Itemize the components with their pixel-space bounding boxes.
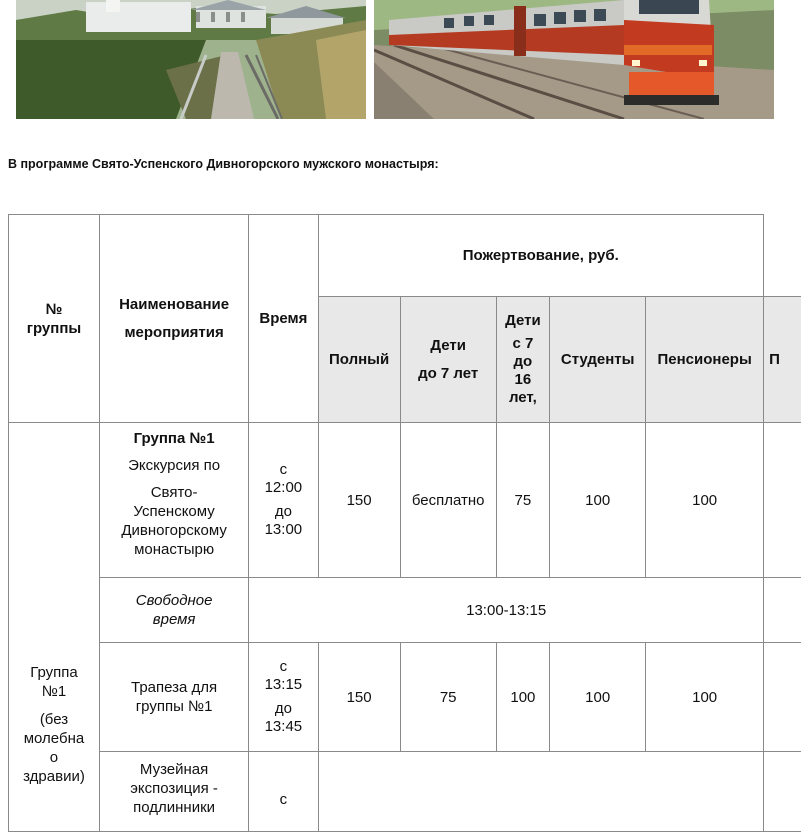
- event-excursion-line-5: монастырю: [105, 540, 243, 559]
- event-excursion-line-3: Успенскому: [105, 502, 243, 521]
- time-meal: [249, 643, 318, 752]
- header-pensioners: Пенсионеры: [646, 297, 764, 423]
- header-event-name: [99, 215, 248, 423]
- price-students-excursion: 100: [550, 423, 646, 578]
- cut-cell-free-time: [764, 578, 801, 643]
- time-excursion-line-4: 13:00: [254, 521, 312, 539]
- meal-line-1: Трапеза для: [105, 678, 243, 697]
- event-meal: [99, 643, 248, 752]
- time-meal-line-4: 13:45: [254, 718, 312, 736]
- program-intro: В программе Свято-Успенского Дивногорского мужского монастыря:: [8, 157, 439, 171]
- time-excursion-line-3: до: [254, 503, 312, 521]
- price-kids716-excursion: 75: [496, 423, 550, 578]
- meal-line-2: группы №1: [105, 697, 243, 716]
- group-line-6: здравии): [14, 767, 94, 786]
- event-museum: [99, 752, 248, 832]
- header-cut-cell: [764, 215, 801, 297]
- table-row-meal: [9, 643, 801, 752]
- museum-line-1: Музейная: [105, 760, 243, 779]
- excursion-schedule-table: [8, 214, 801, 832]
- cut-cell-meal: [764, 643, 801, 752]
- free-time-span: 13:00-13:15: [249, 578, 764, 643]
- price-pensioners-meal: 100: [646, 643, 764, 752]
- header-group-line-1: №: [14, 300, 94, 319]
- event-free-time: [99, 578, 248, 643]
- header-name-line-1: Наименование: [105, 291, 243, 319]
- table-row-excursion: [9, 423, 801, 578]
- header-kids716-line-1: Дети: [498, 312, 549, 330]
- cut-cell-museum: [764, 752, 801, 832]
- header-full-price: Полный: [318, 297, 400, 423]
- event-group-title: Группа №1: [105, 429, 243, 448]
- cut-cell-excursion: [764, 423, 801, 578]
- monastery-photo: [16, 0, 366, 119]
- event-excursion-line-1: Экскурсия по: [105, 456, 243, 475]
- header-group-line-2: группы: [14, 319, 94, 338]
- group-line-1: Группа: [14, 663, 94, 682]
- time-meal-line-1: с: [254, 658, 312, 676]
- price-full-excursion: 150: [318, 423, 400, 578]
- header-cut-column: П: [764, 297, 801, 423]
- table-row-museum: [9, 752, 801, 832]
- photo-strip: [0, 0, 801, 122]
- group-cell: [9, 423, 100, 832]
- time-museum: [249, 752, 318, 832]
- header-children-7-16: [496, 297, 550, 423]
- table-row-free-time: [9, 578, 801, 643]
- museum-line-3: подлинники: [105, 798, 243, 817]
- price-kids7-meal: 75: [400, 643, 496, 752]
- header-time: Время: [249, 215, 318, 423]
- header-group-number: [9, 215, 100, 423]
- header-kids7-line-2: до 7 лет: [406, 360, 491, 388]
- time-excursion-line-1: с: [254, 461, 312, 479]
- header-kids716-line-2: с 7: [498, 335, 549, 353]
- header-donation: Пожертвование, руб.: [318, 215, 764, 297]
- group-line-3: (без: [14, 710, 94, 729]
- price-students-meal: 100: [550, 643, 646, 752]
- header-children-under-7: [400, 297, 496, 423]
- price-pensioners-excursion: 100: [646, 423, 764, 578]
- price-kids7-excursion: бесплатно: [400, 423, 496, 578]
- event-excursion: [99, 423, 248, 578]
- header-kids7-line-1: Дети: [406, 332, 491, 360]
- header-kids716-line-4: 16: [498, 371, 549, 389]
- train-photo: [374, 0, 774, 119]
- group-line-2: №1: [14, 682, 94, 701]
- group-line-5: о: [14, 748, 94, 767]
- header-students: Студенты: [550, 297, 646, 423]
- time-meal-line-2: 13:15: [254, 676, 312, 694]
- time-excursion: [249, 423, 318, 578]
- price-kids716-meal: 100: [496, 643, 550, 752]
- free-time-line-2: время: [105, 610, 243, 629]
- header-kids716-line-5: лет,: [498, 389, 549, 407]
- free-time-line-1: Свободное: [105, 591, 243, 610]
- header-name-line-2: мероприятия: [105, 319, 243, 347]
- event-excursion-line-2: Свято-: [105, 483, 243, 502]
- museum-span: [318, 752, 764, 832]
- time-museum-line-1: с: [254, 790, 312, 809]
- price-full-meal: 150: [318, 643, 400, 752]
- museum-line-2: экспозиция -: [105, 779, 243, 798]
- event-excursion-line-4: Дивногорскому: [105, 521, 243, 540]
- group-line-4: молебна: [14, 729, 94, 748]
- time-meal-line-3: до: [254, 700, 312, 718]
- header-kids716-line-3: до: [498, 353, 549, 371]
- time-excursion-line-2: 12:00: [254, 479, 312, 497]
